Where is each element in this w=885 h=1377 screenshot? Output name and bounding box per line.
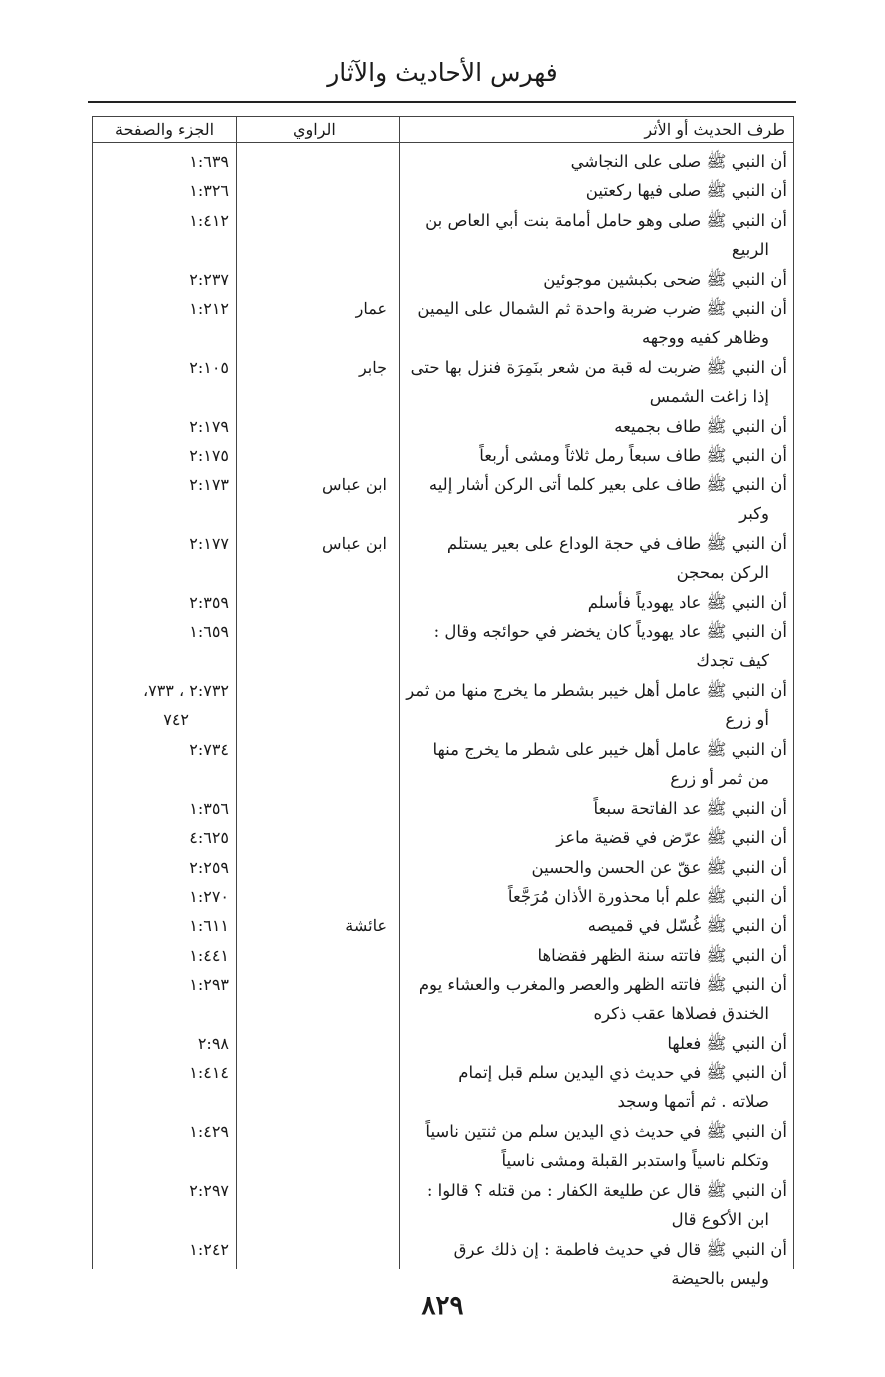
title-rule: [88, 101, 796, 103]
hadith-text: [393, 1058, 787, 1116]
volume-page-ref: ٢:٢٣٧: [189, 269, 229, 289]
hadith-text: [393, 206, 787, 264]
hadith-line: أن النبي ﷺ صلى على النجاشي: [570, 152, 787, 171]
hadith-line: أن النبي ﷺ قال في حديث فاطمة : إن ذلك عرق: [453, 1239, 787, 1259]
hadith-text: [393, 353, 787, 411]
hadith-line: أن النبي ﷺ عد الفاتحة سبعاً: [593, 798, 787, 818]
hadith-continuation-line: وليس بالحيضة: [671, 1268, 769, 1288]
volume-page-ref: ٢:١٧٧: [189, 534, 229, 554]
hadith-line: أن النبي ﷺ عاد يهودياً كان يخضر في حوائجه وقال :: [433, 622, 787, 642]
hadith-line: أن النبي ﷺ في حديث ذي اليدين سلم من ثنتين ناسياً: [425, 1122, 787, 1142]
hadith-line: أن النبي ﷺ طاف في حجة الوداع على بعير يستلم: [446, 534, 787, 554]
hadith-text: [393, 911, 787, 940]
hadith-text: [393, 265, 787, 294]
reference-cell: [99, 617, 229, 646]
hadith-line: أن النبي ﷺ عامل أهل خيبر بشطر ما يخرج منها من ثمر: [406, 681, 787, 701]
hadith-text: [393, 676, 787, 734]
hadith-text: [393, 853, 787, 882]
header-divider: [93, 142, 793, 143]
hadith-text: [393, 441, 787, 470]
hadith-continuation-line: كيف تجدك: [696, 651, 769, 671]
hadith-text: [393, 294, 787, 352]
reference-cell: [99, 1029, 229, 1058]
hadith-line: أن النبي ﷺ صلى فيها ركعتين: [585, 181, 787, 201]
hadith-continuation-line: ابن الأكوع قال: [671, 1210, 769, 1229]
volume-page-ref: ٢:٧٣٢ ، ٧٣٣،: [142, 681, 229, 701]
reference-cell: [99, 853, 229, 882]
reference-cell: [99, 735, 229, 764]
reference-cell: [99, 588, 229, 617]
volume-page-ref: ٢:١٧٣: [189, 475, 229, 495]
volume-page-ref: ١:٣٢٦: [189, 181, 229, 201]
narrator-cell: عائشة: [345, 916, 387, 936]
reference-cell: [99, 470, 229, 499]
volume-page-ref: ١:٤١٤: [189, 1063, 229, 1083]
volume-page-ref: ١:٤١٢: [189, 210, 229, 230]
hadith-continuation-line: إذا زاغت الشمس: [649, 386, 769, 406]
narrator-cell: عمار: [355, 299, 387, 318]
hadith-text: [393, 470, 787, 528]
hadith-line: أن النبي ﷺ فاتته سنة الظهر فقضاها: [537, 945, 787, 965]
hadith-text: [393, 617, 787, 675]
hadith-continuation-line: أو زرع: [725, 710, 769, 730]
volume-page-ref: ١:٦١١: [189, 916, 229, 936]
hadith-text: [393, 1235, 787, 1293]
hadith-line: أن النبي ﷺ فاتته الظهر والعصر والمغرب والعشاء يوم: [418, 975, 787, 995]
hadith-line: أن النبي ﷺ غُسّل في قميصه: [587, 916, 787, 936]
hadith-line: أن النبي ﷺ صلى وهو حامل أمامة بنت أبي العاص بن: [425, 210, 787, 230]
reference-cell: [99, 353, 229, 382]
volume-page-ref: ٢:٩٨: [197, 1034, 229, 1053]
hadith-line: أن النبي ﷺ علم أبا محذورة الأذان مُرَجَّعاً: [507, 887, 787, 906]
page-title: فهرس الأحاديث والآثار: [327, 58, 558, 87]
hadith-line: أن النبي ﷺ طاف بجميعه: [614, 416, 787, 436]
hadith-continuation-line: من ثمر أو زرع: [670, 769, 769, 788]
hadith-continuation-line: الربيع: [731, 239, 769, 259]
hadith-line: أن النبي ﷺ في حديث ذي اليدين سلم قبل إتمام: [458, 1063, 787, 1083]
reference-cell: [99, 294, 229, 323]
reference-cell: [99, 941, 229, 970]
hadith-text: [393, 529, 787, 587]
hadith-line: أن النبي ﷺ طاف سبعاً رمل ثلاثاً ومشى أربعاً: [479, 446, 787, 465]
hadith-continuation-line: وتكلم ناسياً واستدبر القبلة ومشى ناسياً: [501, 1151, 769, 1171]
hadith-text: [393, 176, 787, 205]
narrator-cell: ابن عباس: [322, 475, 387, 495]
reference-cell: [99, 529, 229, 558]
hadith-line: أن النبي ﷺ ضحى بكبشين موجوئين: [543, 269, 787, 289]
volume-page-ref: ٤:٦٢٥: [189, 828, 229, 848]
hadith-continuation-line: وظاهر كفيه ووجهه: [641, 328, 769, 347]
hadith-line: أن النبي ﷺ ضربت له قبة من شعر بنَمِرَة فنزل بها حتى: [410, 357, 787, 377]
reference-cell: [99, 206, 229, 235]
hadith-continuation-line: الخندق فصلاها عقب ذكره: [593, 1004, 769, 1024]
index-table: [92, 116, 794, 1288]
volume-page-ref: ١:٤٢٩: [189, 1122, 229, 1142]
hadith-line: أن النبي ﷺ عامل أهل خيبر على شطر ما يخرج منها: [432, 740, 787, 759]
hadith-line: أن النبي ﷺ عقّ عن الحسن والحسين: [531, 857, 787, 877]
reference-cell: [99, 412, 229, 441]
reference-cell: [99, 1176, 229, 1205]
hadith-line: أن النبي ﷺ عاد يهودياً فأسلم: [587, 593, 787, 612]
volume-page-ref: ١:٤٤١: [189, 945, 229, 965]
reference-cell: [99, 1117, 229, 1146]
volume-page-ref: ١:٢٩٣: [189, 975, 229, 995]
hadith-line: أن النبي ﷺ قال عن طليعة الكفار : من قتله ؟ قالوا :: [426, 1181, 787, 1200]
hadith-text: [393, 1029, 787, 1058]
hadith-text: [393, 823, 787, 852]
reference-cell: [99, 911, 229, 940]
hadith-line: أن النبي ﷺ طاف على بعير كلما أتى الركن أشار إليه: [428, 475, 787, 495]
volume-page-ref: ٢:٣٥٩: [189, 593, 229, 612]
hadith-text: [393, 794, 787, 823]
hadith-text: [393, 147, 787, 176]
reference-cell: [99, 1058, 229, 1087]
hadith-continuation-line: صلاته . ثم أتمها وسجد: [617, 1092, 769, 1112]
reference-cell: [99, 147, 229, 176]
volume-page-ref: ١:٢٧٠: [189, 887, 229, 906]
hadith-text: [393, 735, 787, 793]
reference-cell: [99, 676, 229, 734]
volume-page-ref: ١:٢١٢: [189, 299, 229, 318]
volume-page-ref: ٢:٢٥٩: [189, 857, 229, 877]
hadith-text: [393, 588, 787, 617]
volume-page-ref: ٢:٢٩٧: [189, 1181, 229, 1200]
volume-page-ref: ٢:١٧٩: [189, 416, 229, 436]
header-hadith: طرف الحديث أو الأثر: [644, 120, 785, 139]
hadith-text: [393, 412, 787, 441]
hadith-text: [393, 1117, 787, 1175]
hadith-text: [393, 970, 787, 1028]
reference-cell: [99, 970, 229, 999]
column-divider: [236, 117, 237, 1269]
hadith-line: أن النبي ﷺ فعلها: [667, 1034, 787, 1053]
hadith-text: [393, 1176, 787, 1234]
header-narrator: الراوي: [293, 120, 336, 139]
hadith-line: أن النبي ﷺ عرّض في قضية ماعز: [556, 828, 787, 848]
reference-cell: [99, 823, 229, 852]
volume-page-ref: ١:٣٥٦: [189, 798, 229, 818]
reference-cell: [99, 882, 229, 911]
reference-cell: [99, 794, 229, 823]
volume-page-ref: ٢:٧٣٤: [189, 740, 229, 759]
reference-cell: [99, 265, 229, 294]
volume-page-ref: ٢:١٠٥: [189, 357, 229, 377]
narrator-cell: ابن عباس: [322, 534, 387, 554]
hadith-continuation-line: الركن بمحجن: [676, 563, 769, 583]
narrator-cell: جابر: [358, 357, 387, 377]
page-number: ٨٢٩: [421, 1291, 464, 1321]
hadith-text: [393, 941, 787, 970]
hadith-text: [393, 882, 787, 911]
volume-page-ref: ٧٤٢: [163, 710, 189, 730]
volume-page-ref: ١:٦٥٩: [189, 622, 229, 642]
hadith-line: أن النبي ﷺ ضرب ضربة واحدة ثم الشمال على اليمين: [417, 299, 787, 318]
reference-cell: [99, 176, 229, 205]
hadith-continuation-line: وكبر: [739, 504, 769, 524]
reference-cell: [99, 1235, 229, 1264]
volume-page-ref: ٢:١٧٥: [189, 446, 229, 465]
volume-page-ref: ١:٢٤٢: [189, 1239, 229, 1259]
header-reference: الجزء والصفحة: [115, 120, 215, 139]
reference-cell: [99, 441, 229, 470]
volume-page-ref: ١:٦٣٩: [189, 152, 229, 171]
